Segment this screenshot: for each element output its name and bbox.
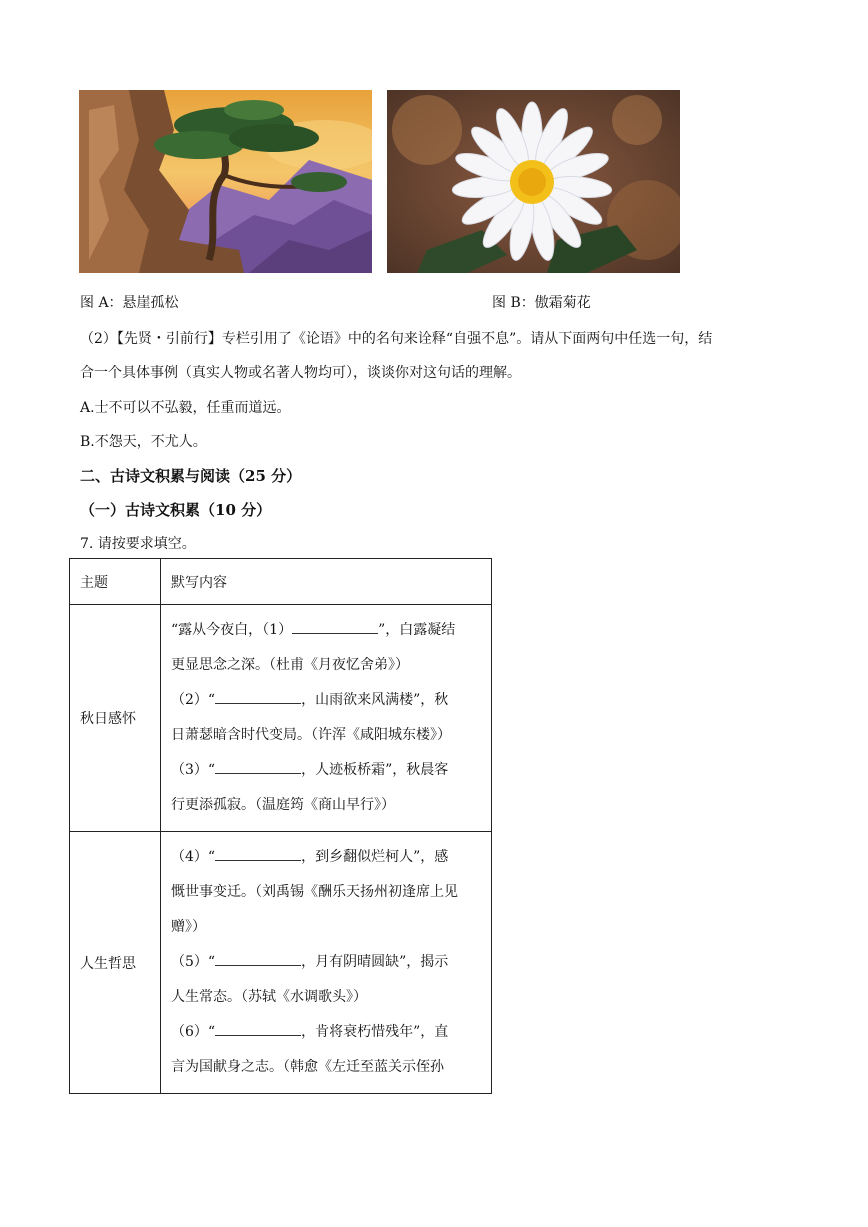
blank-1[interactable]: [292, 619, 378, 634]
item4-source-end: 赠》）: [171, 919, 206, 935]
option-b: B.不怨天，不尤人。: [80, 434, 207, 450]
row2-content: [161, 832, 492, 1094]
item3-source: 行更添孤寂。（温庭筠《商山早行》）: [171, 797, 395, 813]
table-row-autumn: [70, 605, 492, 832]
item1-prefix: “露从今夜白，（1）: [171, 622, 293, 638]
item2-prefix: （2）“: [171, 692, 216, 708]
row1-content: [161, 605, 492, 832]
blank-2[interactable]: [215, 689, 301, 704]
item4-source: 慨世事变迁。（刘禹锡《酬乐天扬州初逢席上见: [171, 884, 458, 900]
question2-line2: 合一个具体事例（真实人物或名著人物均可），谈谈你对这句话的理解。: [80, 365, 521, 381]
item3-suffix: ，人迹板桥霜”，秋晨客: [301, 762, 449, 778]
item4-prefix: （4）“: [171, 849, 216, 865]
header-theme: 主题: [70, 559, 161, 605]
figure-b-caption: 图 B：傲霜菊花: [492, 295, 591, 311]
blank-6[interactable]: [215, 1021, 301, 1036]
table-row-philosophy: [70, 832, 492, 1094]
item2-suffix: ，山雨欲来风满楼”，秋: [301, 692, 449, 708]
item6-source: 言为国献身之志。（韩愈《左迁至蓝关示侄孙: [171, 1059, 444, 1075]
question7-prompt: 7. 请按要求填空。: [80, 536, 196, 552]
header-content: 默写内容: [161, 559, 492, 605]
blank-4[interactable]: [215, 846, 301, 861]
section2-subtitle: （一）古诗文积累（10 分）: [80, 501, 272, 519]
item1-source: 更显思念之深。（杜甫《月夜忆舍弟》）: [171, 657, 409, 673]
item5-source: 人生常态。（苏轼《水调歌头》）: [171, 989, 367, 1005]
item2-source: 日萧瑟暗含时代变局。（许浑《咸阳城东楼》）: [171, 727, 451, 743]
question2-line1: （2）【先贤・引前行】专栏引用了《论语》中的名句来诠释“自强不息”。请从下面两句中任选一句，结: [80, 331, 713, 347]
blank-5[interactable]: [215, 951, 301, 966]
row2-theme: 人生哲思: [70, 832, 161, 1094]
item6-suffix: ，肯将衰朽惜残年”，直: [301, 1024, 449, 1040]
figure-a-caption: 图 A：悬崖孤松: [80, 295, 179, 311]
figure-b-chrysanthemum-image: [387, 90, 680, 273]
item6-prefix: （6）“: [171, 1024, 216, 1040]
section2-title: 二、古诗文积累与阅读（25 分）: [80, 467, 302, 485]
item5-suffix: ，月有阴晴圆缺”，揭示: [301, 954, 449, 970]
table-header-row: [70, 559, 492, 605]
row1-theme: 秋日感怀: [70, 605, 161, 832]
item3-prefix: （3）“: [171, 762, 216, 778]
blank-3[interactable]: [215, 759, 301, 774]
figure-a-cliff-pine-image: [79, 90, 372, 273]
item5-prefix: （5）“: [171, 954, 216, 970]
option-a: A.士不可以不弘毅，任重而道远。: [80, 400, 291, 416]
dictation-table: [69, 558, 492, 1094]
item4-suffix: ，到乡翻似烂柯人”，感: [301, 849, 449, 865]
item1-suffix: ”，白露凝结: [378, 622, 456, 638]
